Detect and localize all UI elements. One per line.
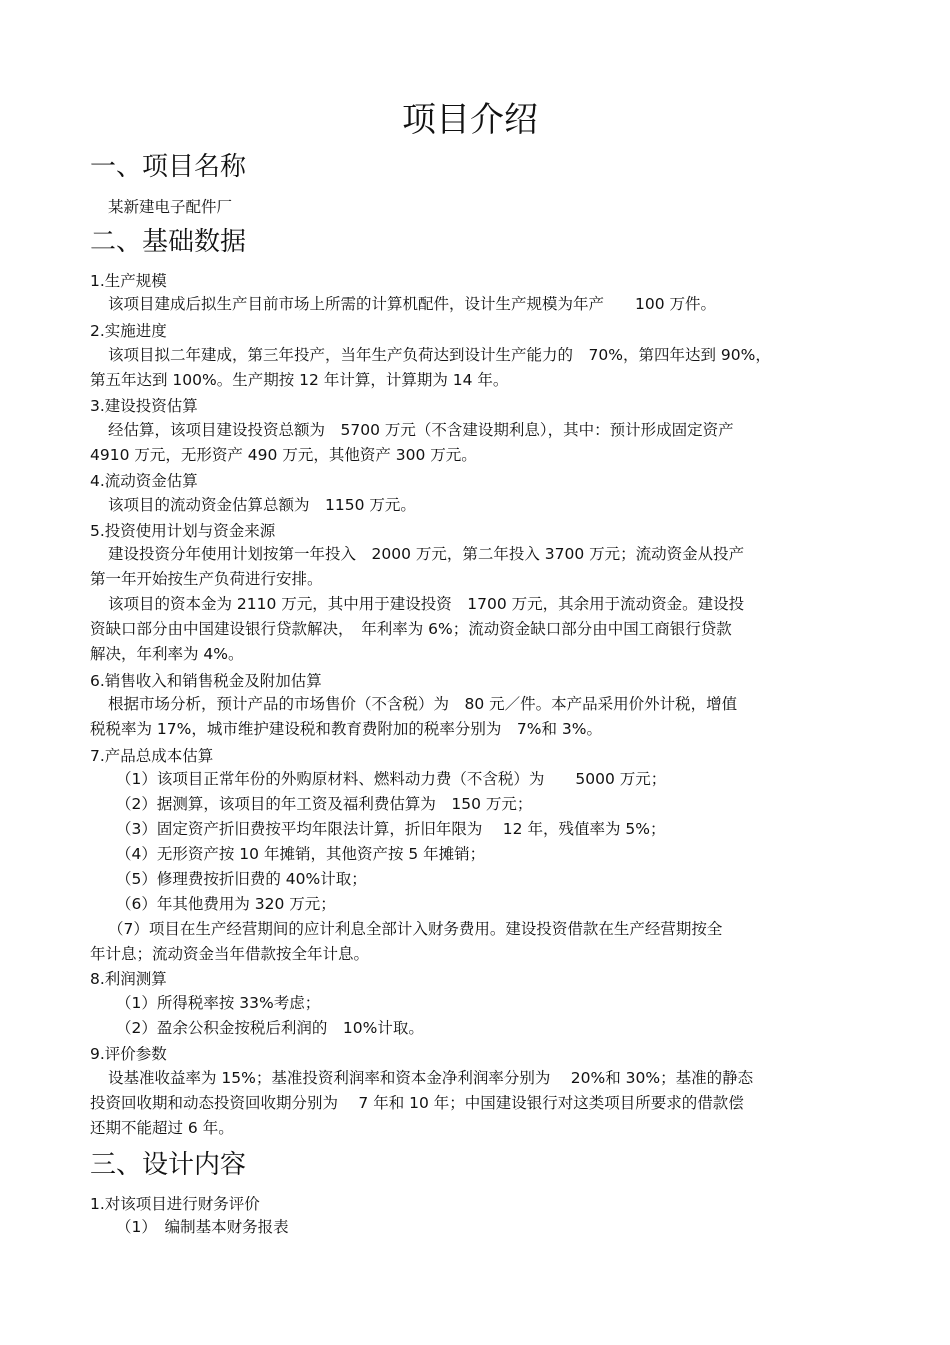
paragraph-line: 该项目的资本金为 2110 万元，其中用于建设投资 1700 万元，其余用于流动资金。建设投: [108, 595, 745, 613]
list-item: （6）年其他费用为 320 万元；: [116, 895, 336, 913]
page-title: 项目介绍: [402, 100, 538, 140]
paragraph-line: 建设投资分年使用计划按第一年投入 2000 万元，第二年投入 3700 万元；流动资金从投产: [108, 545, 745, 563]
paragraph-line: 税税率为 17%，城市维护建设税和教育费附加的税率分别为 7%和 3%。: [90, 720, 602, 738]
paragraph: [90, 1215, 860, 1240]
paragraph: [90, 343, 860, 393]
paragraph: [90, 692, 860, 742]
paragraph-line: 资缺口部分由中国建设银行贷款解决， 年利率为 6%；流动资金缺口部分由中国工商银行贷款: [90, 620, 732, 638]
paragraph: [90, 767, 860, 967]
list-item: （1）所得税率按 33%考虑；: [116, 994, 321, 1012]
paragraph: [90, 542, 860, 667]
project-name-text: [90, 195, 860, 220]
list-item: （4）无形资产按 10 年摊销，其他资产按 5 年摊销；: [116, 845, 486, 863]
paragraph-line: 解决，年利率为 4%。: [90, 645, 244, 663]
paragraph-line: 4910 万元，无形资产 490 万元，其他资产 300 万元。: [90, 446, 477, 464]
subsection-heading: 8.利润测算: [90, 970, 167, 988]
list-item: （2）盈余公积金按税后利润的 10%计取。: [116, 1019, 424, 1037]
paragraph-line: 第一年开始按生产负荷进行安排。: [90, 570, 323, 588]
list-item: （7）项目在生产经营期间的应计利息全部计入财务费用。建设投资借款在生产经营期按全: [108, 920, 723, 938]
paragraph: [90, 292, 860, 317]
paragraph-line: 还期不能超过 6 年。: [90, 1119, 234, 1137]
paragraph-line: 该项目建成后拟生产目前市场上所需的计算机配件，设计生产规模为年产 100 万件。: [108, 295, 717, 313]
section-heading-project-name: 一、项目名称: [90, 152, 247, 182]
paragraph-line: 根据市场分析，预计产品的市场售价（不含税）为 80 元／件。本产品采用价外计税，增值: [108, 695, 738, 713]
paragraph-line: 第五年达到 100%。生产期按 12 年计算，计算期为 14 年。: [90, 371, 509, 389]
subsection-heading: 7.产品总成本估算: [90, 747, 214, 765]
subsection-heading: 4.流动资金估算: [90, 472, 198, 490]
paragraph-line: 投资回收期和动态投资回收期分别为 7 年和 10 年；中国建设银行对这类项目所要求的借款偿: [90, 1094, 744, 1112]
list-item: （5）修理费按折旧费的 40%计取；: [116, 870, 367, 888]
paragraph-line: 年计息；流动资金当年借款按全年计息。: [90, 945, 370, 963]
section-heading-design-content: 三、设计内容: [90, 1150, 247, 1180]
paragraph-line: 该项目拟二年建成，第三年投产，当年生产负荷达到设计生产能力的 70%，第四年达到 90%，: [108, 346, 771, 364]
paragraph-line: 某新建电子配件厂: [108, 198, 233, 216]
subsection-heading: 2.实施进度: [90, 322, 167, 340]
subsection-heading: 9.评价参数: [90, 1045, 167, 1063]
section-heading-basic-data: 二、基础数据: [90, 227, 247, 257]
paragraph-line: 设基准收益率为 15%；基准投资利润率和资本金净利润率分别为 20%和 30%；基准的静态: [108, 1069, 754, 1087]
subsection-heading: 6.销售收入和销售税金及附加估算: [90, 672, 322, 690]
list-item: （1）该项目正常年份的外购原材料、燃料动力费（不含税）为 5000 万元；: [116, 770, 667, 788]
paragraph-line: 该项目的流动资金估算总额为 1150 万元。: [108, 496, 416, 514]
paragraph: [90, 493, 860, 518]
subsection-heading: 1.对该项目进行财务评价: [90, 1195, 260, 1213]
list-item: （1） 编制基本财务报表: [116, 1218, 289, 1236]
paragraph: [90, 1066, 860, 1141]
list-item: （3）固定资产折旧费按平均年限法计算，折旧年限为 12 年，残值率为 5%；: [116, 820, 666, 838]
subsection-heading: 3.建设投资估算: [90, 397, 198, 415]
paragraph-line: 经估算，该项目建设投资总额为 5700 万元（不含建设期利息），其中：预计形成固定资产: [108, 421, 734, 439]
paragraph: [90, 991, 860, 1041]
subsection-heading: 1.生产规模: [90, 272, 167, 290]
paragraph: [90, 418, 860, 468]
subsection-heading: 5.投资使用计划与资金来源: [90, 522, 276, 540]
list-item: （2）据测算，该项目的年工资及福利费估算为 150 万元；: [116, 795, 533, 813]
